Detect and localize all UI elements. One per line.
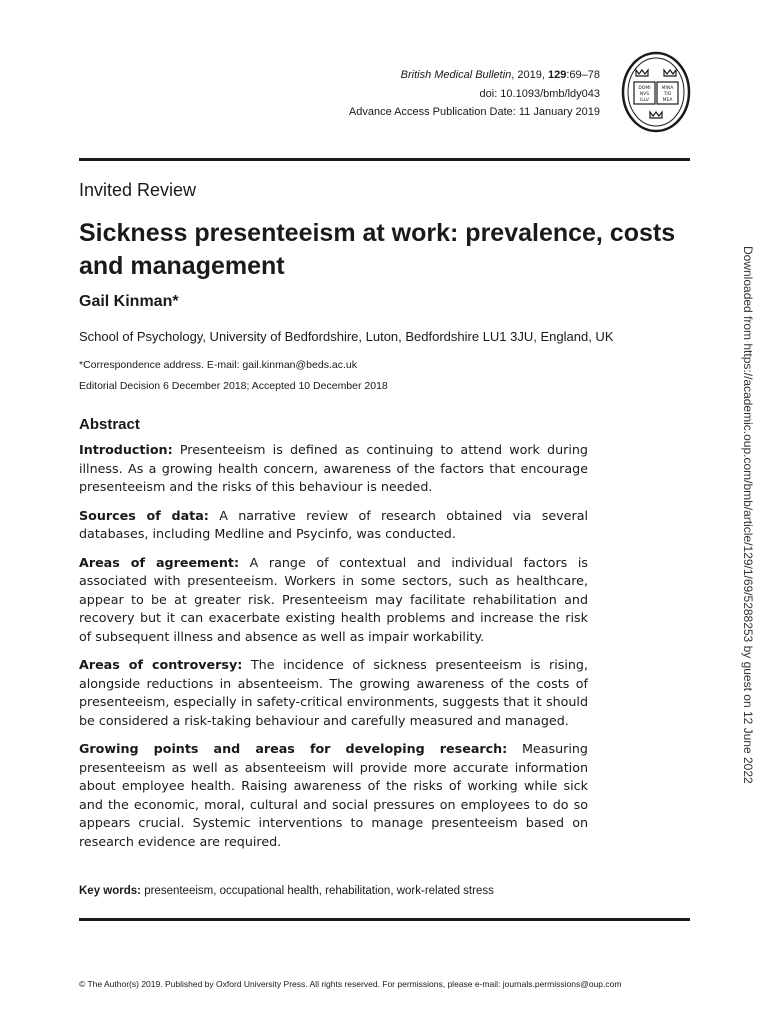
seal-text-left-3: ILLV <box>640 98 649 103</box>
journal-header <box>240 66 600 122</box>
download-watermark: Downloaded from https://academic.oup.com/bmb/article/129/1/69/5288253 by guest on 12 June 2022 <box>741 246 755 784</box>
seal-text-left-1: DOMI <box>638 86 651 91</box>
citation-line: British Medical Bulletin, 2019, 129:69–78 <box>400 69 600 81</box>
volume: 129 <box>547 69 567 81</box>
keywords <box>79 885 494 897</box>
pages: :69–78 <box>566 69 600 81</box>
doi[interactable]: doi: 10.1093/bmb/ldy043 <box>479 87 600 100</box>
seal-text-right-2: TIO <box>663 92 672 97</box>
seal-text-right-3: MEA <box>662 98 673 103</box>
keywords-label: Key words: <box>79 885 141 897</box>
seal-text-left-2: NVS <box>639 92 650 97</box>
abstract-paragraph: Introduction: Presenteeism is defined as continuing to attend work during illness. As a growing health concern, awareness of the factors that encourage presenteeism and the risks of this behaviour is needed. <box>79 442 588 494</box>
journal-name: British Medical Bulletin <box>400 69 512 81</box>
abstract-paragraph: Areas of controversy: The incidence of sickness presenteeism is rising, alongside reductions in absenteeism. The growing awareness of the costs of presenteeism, especially in safety-critical environments, suggests that it should be considered a risk-taking behaviour and carefully measured and managed. <box>79 657 588 728</box>
top-rule <box>79 158 690 161</box>
abstract-paragraph: Growing points and areas for developing research: Measuring presenteeism as well as absenteeism will provide more accurate information about employee health. Raising awareness of the risks of working while sick and the economic, moral, cultural and social pressures on employees to do so appears crucial. Systemic interventions to manage presenteeism based on research evidence are required. <box>79 741 588 849</box>
abstract-paragraph: Areas of agreement: A range of contextual and individual factors is associated with presenteeism. Workers in some sectors, such as healthcare, appear to be at greater risk. Presenteeism may facilitate rehabilitation and recovery but it can exacerbate existing health problems and increase the risk of subsequent illness and absence as well as impair workability. <box>79 554 588 644</box>
correspondence-address: *Correspondence address. E-mail: gail.kinman@beds.ac.uk <box>79 359 357 371</box>
abstract-heading: Abstract <box>79 416 140 433</box>
advance-access-date: Advance Access Publication Date: 11 January 2019 <box>348 106 600 118</box>
copyright-notice: © The Author(s) 2019. Published by Oxford University Press. All rights reserved. For permissions, please e-mail: journals.permissions@oup.com <box>79 979 622 989</box>
bottom-rule <box>79 918 690 921</box>
abstract-body <box>79 441 588 861</box>
author-name[interactable]: Gail Kinman* <box>79 293 179 310</box>
article-type: Invited Review <box>79 180 197 200</box>
oxford-university-press-seal-icon <box>620 50 692 134</box>
editorial-dates: Editorial Decision 6 December 2018; Accepted 10 December 2018 <box>79 380 388 392</box>
abstract-paragraph: Sources of data: A narrative review of research obtained via several databases, including Medline and Psycinfo, was conducted. <box>79 507 588 541</box>
article-title: Sickness presenteeism at work: prevalence, costs and management <box>79 219 676 280</box>
keywords-list: presenteeism, occupational health, rehabilitation, work-related stress <box>141 885 494 897</box>
seal-text-right-1: MINA <box>661 86 674 91</box>
author-affiliation: School of Psychology, University of Bedfordshire, Luton, Bedfordshire LU1 3JU, England, UK <box>79 329 614 344</box>
